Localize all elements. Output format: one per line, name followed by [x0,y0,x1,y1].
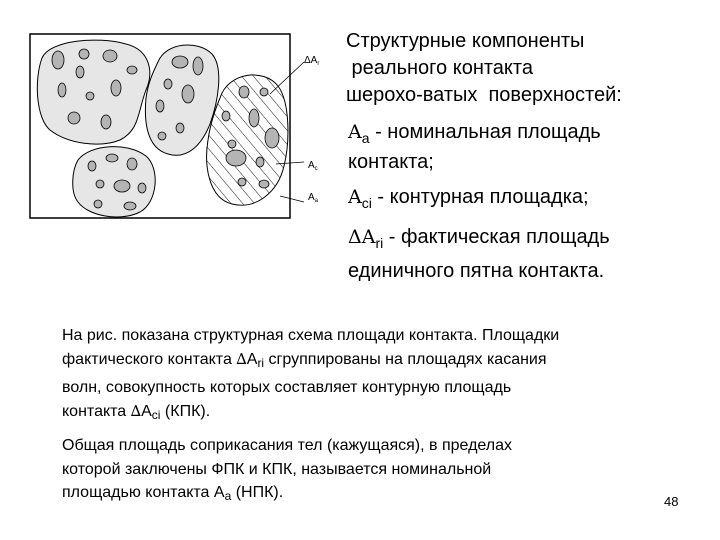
slide-title [346,28,706,109]
para2-line-3: площадью контакта Aa (НПК). [62,484,284,503]
label-aa: $A_a$ [308,192,319,204]
label-ac: $A_c$ [308,160,318,172]
page-number: 48 [664,494,679,509]
definition-contour-area [348,183,708,213]
definition-text: - фактическая площадь [383,226,610,248]
symbol-a: A [348,121,362,143]
paragraph-structure [62,324,702,424]
paragraph-nominal [62,434,702,506]
symbol-a: A [348,186,362,208]
symbol-sub: a [361,130,370,146]
title-line-2: реального контакта [346,57,533,79]
para1-line-1: На рис. показана структурная схема площади контакта. Площадки [62,327,560,344]
para1-line-3: волн, совокупность которых составляет контурную площадь [62,379,512,396]
definition-real-spot-area [348,223,708,290]
para1-line-4: контакта ∆Aci (КПК). [62,401,211,422]
title-line-3: шерохо-ватых поверхностей: [346,84,622,106]
para2-line-1: Общая площадь соприкасания тел (кажущаяся), в пределах [62,437,513,454]
definition-text: - номинальная площадь [369,121,601,143]
title-line-1: Структурные компоненты [346,30,585,52]
contact-structure-figure [28,32,330,222]
label-delta-ar: $\Delta A_r$ [304,55,320,67]
para2-line-2: которой заключены ФПК и КПК, называется номинальной [62,460,492,478]
definition-text-cont: контакта; [348,151,434,173]
definition-nominal-area [348,118,708,177]
definitions-list [348,118,708,290]
para1-line-2: фактического контакта ∆Ari сгруппированы на площадях касания [62,349,547,370]
symbol-sub: ri [375,235,384,251]
definition-text: - контурная площадка; [371,186,589,208]
definition-text-cont: единичного пятна контакта. [348,260,605,282]
symbol-delta-a: ΔA [348,226,376,248]
symbol-sub: ci [361,195,372,211]
